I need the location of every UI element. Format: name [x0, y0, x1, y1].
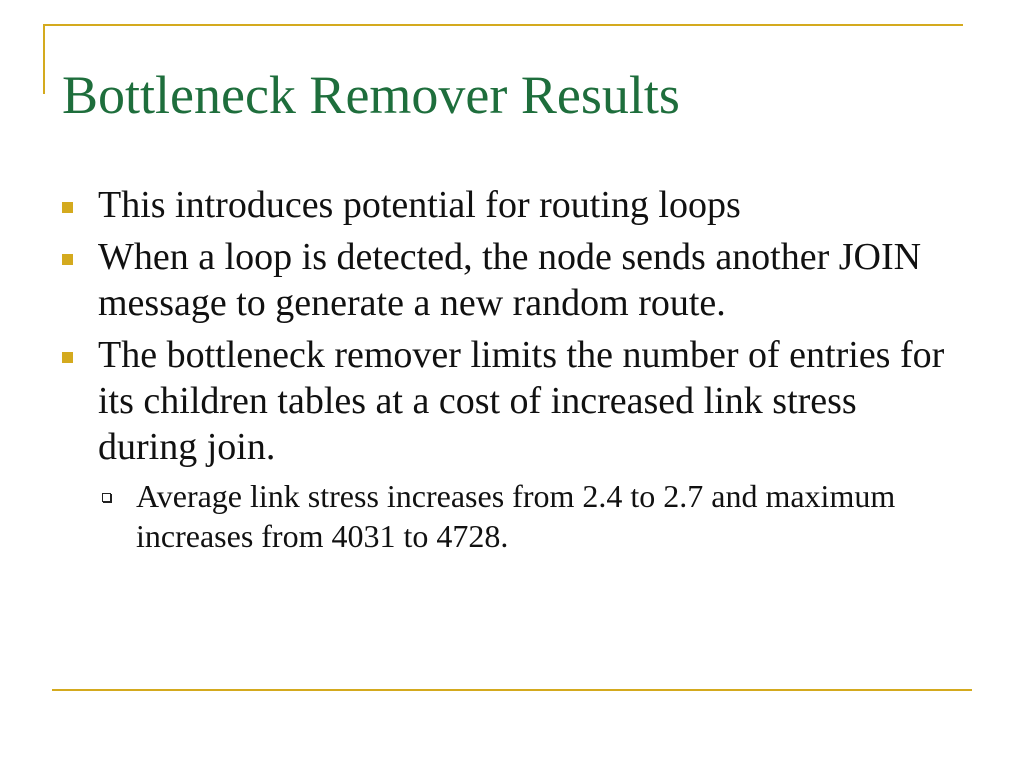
frame-left-line: [43, 24, 45, 94]
bullet-text: This introduces potential for routing loops: [98, 184, 741, 226]
sub-bullet-item: [62, 476, 962, 556]
square-bullet-icon: [62, 352, 73, 363]
bullet-item: [62, 182, 962, 228]
slide-content: [62, 182, 962, 556]
frame-bottom-line: [52, 689, 972, 691]
frame-top-line: [43, 24, 963, 26]
slide-title: Bottleneck Remover Results: [62, 65, 680, 125]
square-bullet-icon: [62, 202, 73, 213]
bullet-item: [62, 234, 962, 326]
bullet-text: When a loop is detected, the node sends another JOIN message to generate a new random route.: [98, 236, 922, 324]
hollow-square-bullet-icon: [102, 493, 111, 502]
square-bullet-icon: [62, 254, 73, 265]
bullet-item: [62, 332, 962, 470]
bullet-text: The bottleneck remover limits the number of entries for its children tables at a cost of increased link stress during join.: [98, 334, 945, 468]
sub-bullet-text: Average link stress increases from 2.4 to 2.7 and maximum increases from 4031 to 4728.: [136, 478, 896, 554]
